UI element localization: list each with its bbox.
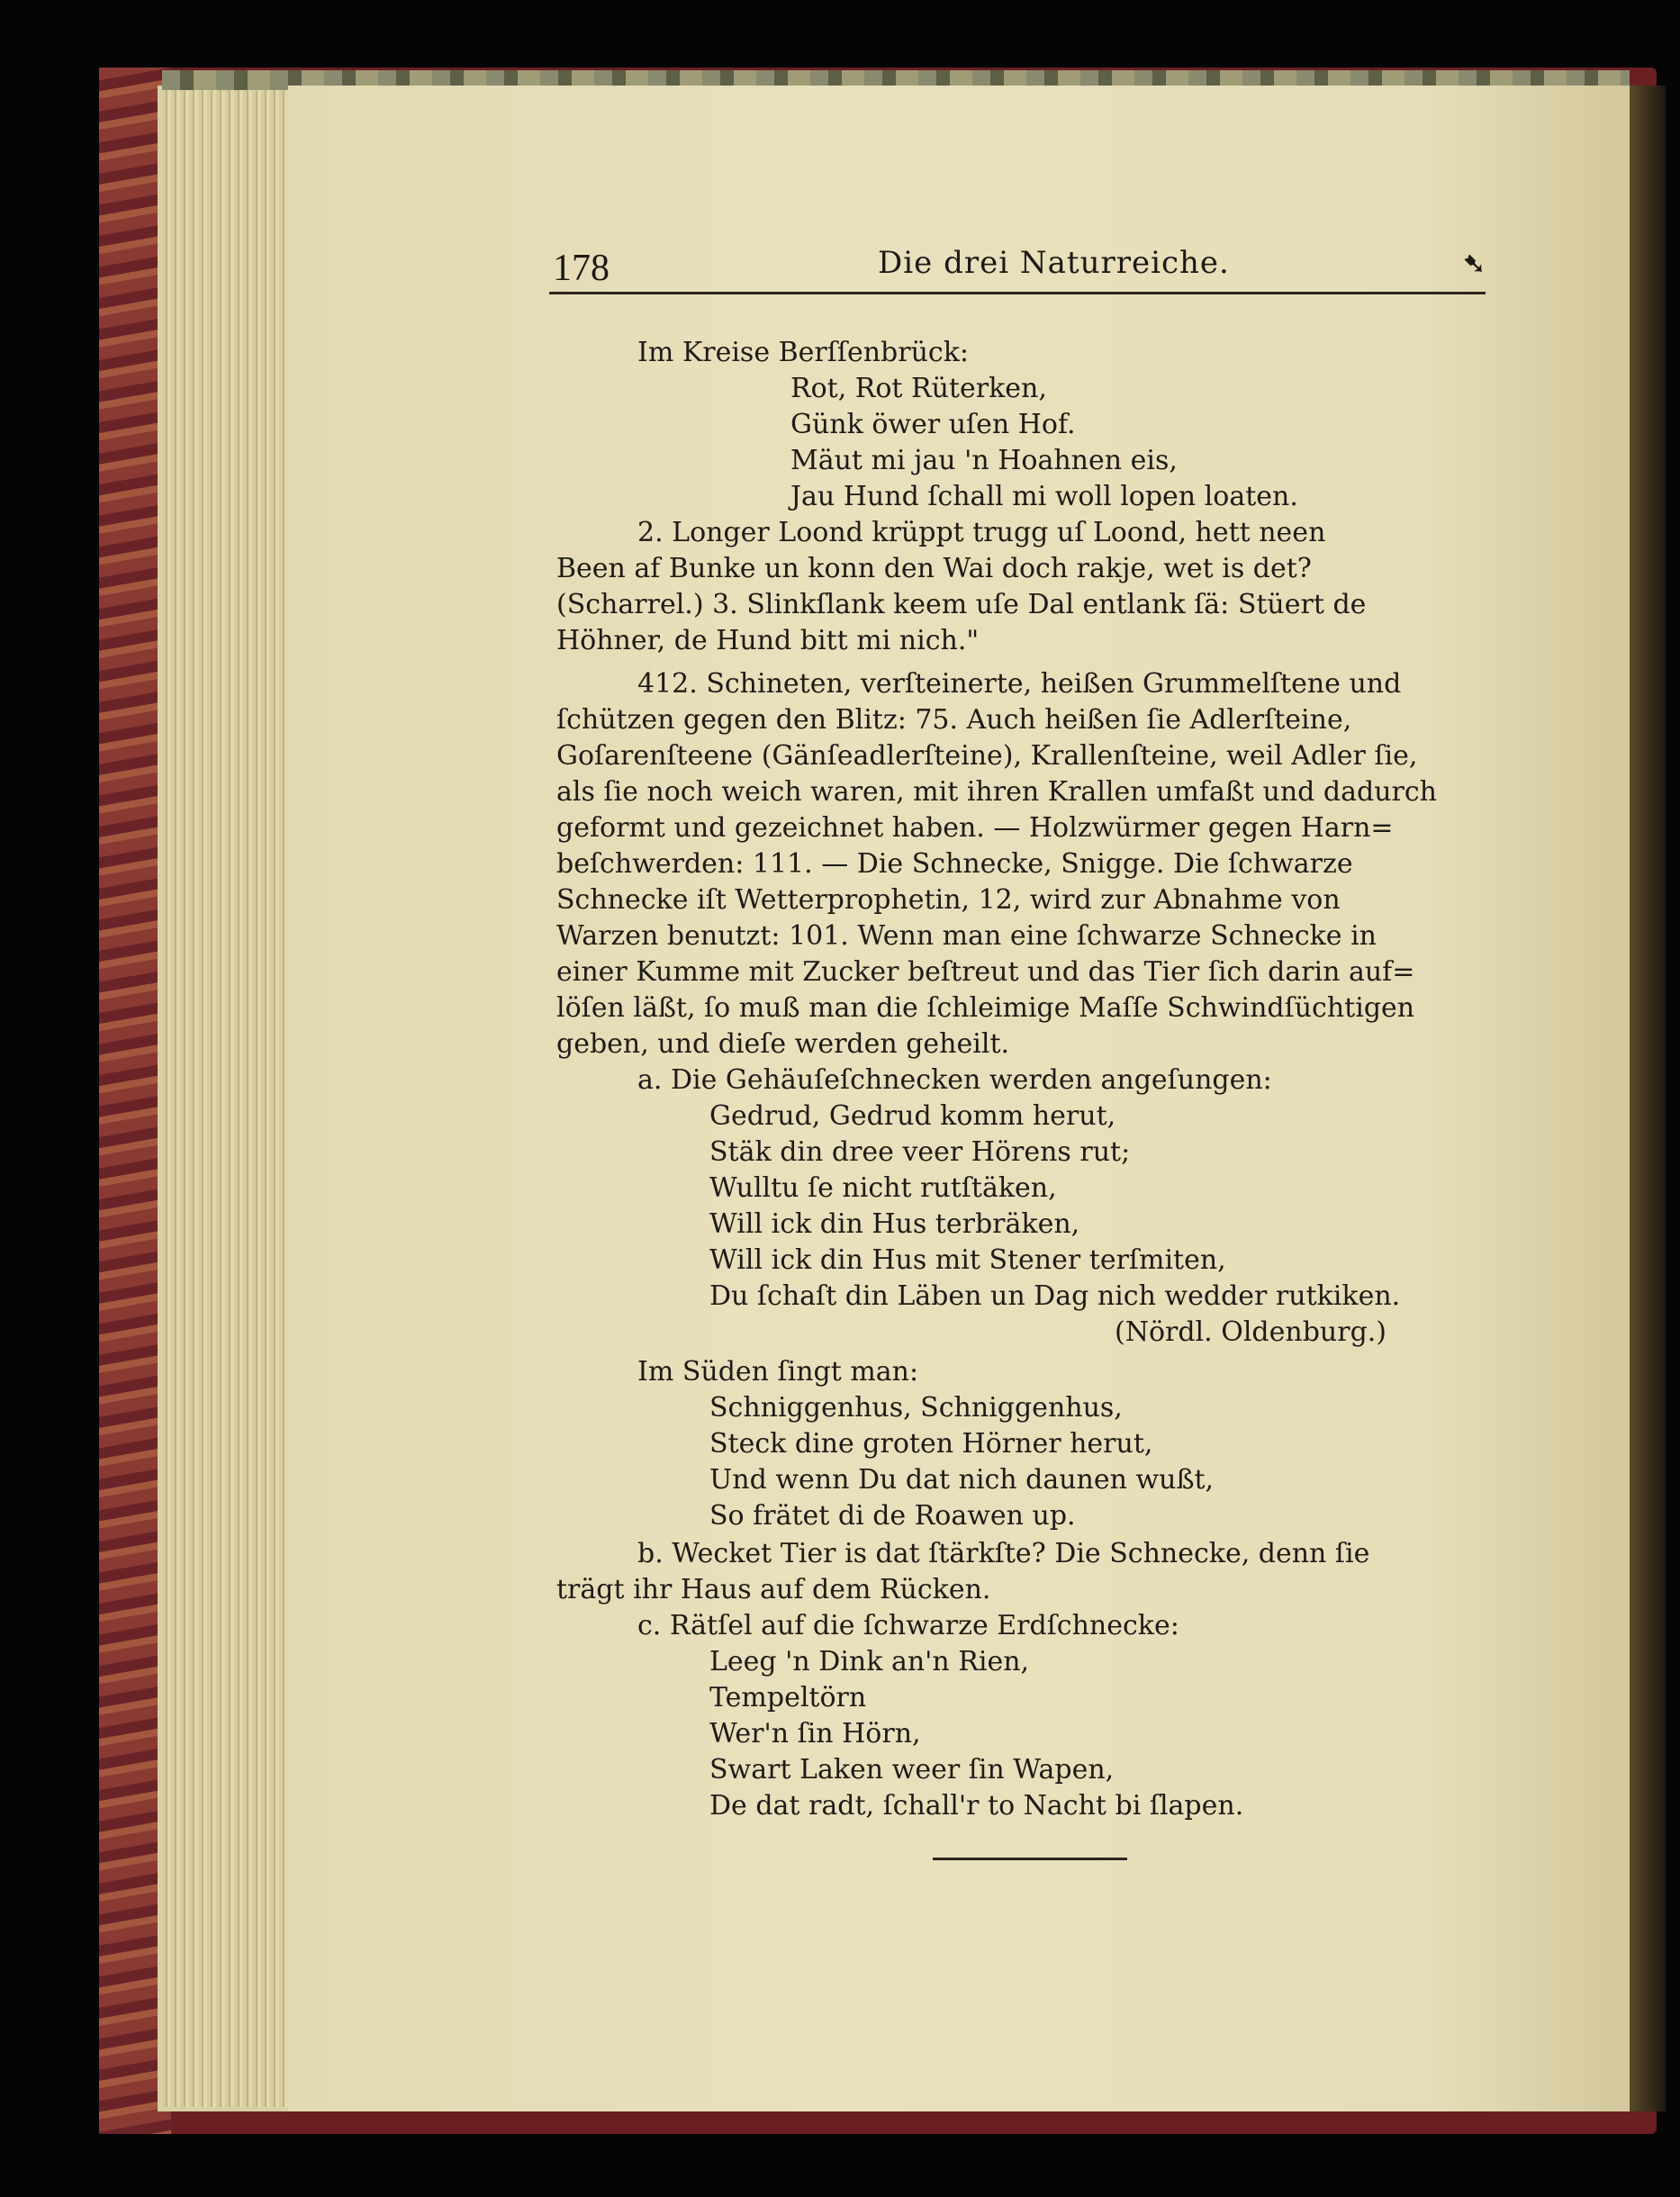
text-line: Und wenn Du dat nich daunen wußt, <box>709 1464 1215 1496</box>
text-line: geben, und dieſe werden geheilt. <box>556 1028 1010 1060</box>
text-line: Gedrud, Gedrud komm herut, <box>709 1100 1116 1132</box>
text-line: Im Süden ſingt man: <box>637 1356 919 1388</box>
text-line: Stäk din dree veer Hörens rut; <box>709 1136 1131 1168</box>
text-line: Goſarenſteene (Gänſeadlerſteine), Krallenſteine, weil Adler ſie, <box>556 740 1418 772</box>
text-line: Warzen benutzt: 101. Wenn man eine ſchwarze Schnecke in <box>556 920 1377 952</box>
text-line: Wer'n ſin Hörn, <box>709 1718 921 1749</box>
text-line: Swart Laken weer ſin Wapen, <box>709 1754 1115 1786</box>
text-line: löſen läßt, ſo muß man die ſchleimige Maſſe Schwindſüchtigen <box>556 992 1415 1024</box>
text-line: Wulltu ſe nicht rutſtäken, <box>709 1172 1057 1204</box>
text-line: Tempeltörn <box>709 1682 867 1713</box>
text-line: 2. Longer Loond krüppt trugg uſ Loond, hett neen <box>637 517 1326 548</box>
text-line: als ſie noch weich waren, mit ihren Krallen umfaßt und dadurch <box>556 776 1437 808</box>
text-line: Du ſchaſt din Läben un Dag nich wedder rutkiken. <box>709 1280 1401 1312</box>
text-line: De dat radt, ſchall'r to Nacht bi ſlapen. <box>709 1790 1244 1822</box>
text-line: Mäut mi jau 'n Hoahnen eis, <box>790 445 1178 476</box>
text-line: Schnecke iſt Wetterprophetin, 12, wird zur Abnahme von <box>556 884 1341 916</box>
text-line: (Nördl. Oldenburg.) <box>1115 1316 1387 1348</box>
text-line: a. Die Gehäuſeſchnecken werden angeſungen: <box>637 1064 1272 1096</box>
text-line: So frätet di de Roawen up. <box>709 1500 1076 1532</box>
text-line: (Scharrel.) 3. Slinkſlank keem uſe Dal entlank ſä: Stüert de <box>556 589 1367 620</box>
text-line: Rot, Rot Rüterken, <box>790 373 1047 404</box>
closing-rule <box>933 1858 1127 1860</box>
text-line: ſchützen gegen den Blitz: 75. Auch heißen ſie Adlerſteine, <box>556 704 1352 736</box>
text-line: Günk öwer uſen Hof. <box>790 409 1076 440</box>
text-line: geformt und gezeichnet haben. — Holzwürmer gegen Harn= <box>556 812 1394 844</box>
text-line: Will ick din Hus terbräken, <box>709 1208 1080 1240</box>
corner-mark-icon: ➷ <box>1462 249 1486 280</box>
text-line: 412. Schineten, verſteinerte, heißen Grummelſtene und <box>637 668 1402 700</box>
text-line: Höhner, de Hund bitt mi nich." <box>556 625 980 656</box>
text-line: Schniggenhus, Schniggenhus, <box>709 1392 1123 1424</box>
gutter-shadow <box>1630 86 1666 2111</box>
text-line: Im Kreise Berſſenbrück: <box>637 337 969 368</box>
text-line: Been af Bunke un konn den Wai doch rakje, wet is det? <box>556 553 1312 584</box>
text-line: Steck dine groten Hörner herut, <box>709 1428 1153 1460</box>
text-line: Will ick din Hus mit Stener terſmiten, <box>709 1244 1226 1276</box>
text-line: Leeg 'n Dink an'n Rien, <box>709 1646 1030 1677</box>
running-title: Die drei Naturreiche. <box>878 245 1230 281</box>
page-edges <box>162 90 297 2107</box>
page-header <box>549 241 1486 294</box>
text-line: Jau Hund ſchall mi woll lopen loaten. <box>790 481 1298 512</box>
page-number: 178 <box>553 248 610 289</box>
text-line: beſchwerden: 111. — Die Schnecke, Snigge. Die ſchwarze <box>556 848 1353 880</box>
text-line: c. Rätſel auf die ſchwarze Erdſchnecke: <box>637 1610 1179 1641</box>
text-line: b. Wecket Tier is dat ſtärkſte? Die Schnecke, denn ſie <box>637 1538 1370 1569</box>
text-line: einer Kumme mit Zucker beſtreut und das Tier ſich darin auf= <box>556 956 1415 988</box>
text-line: trägt ihr Haus auf dem Rücken. <box>556 1574 991 1605</box>
